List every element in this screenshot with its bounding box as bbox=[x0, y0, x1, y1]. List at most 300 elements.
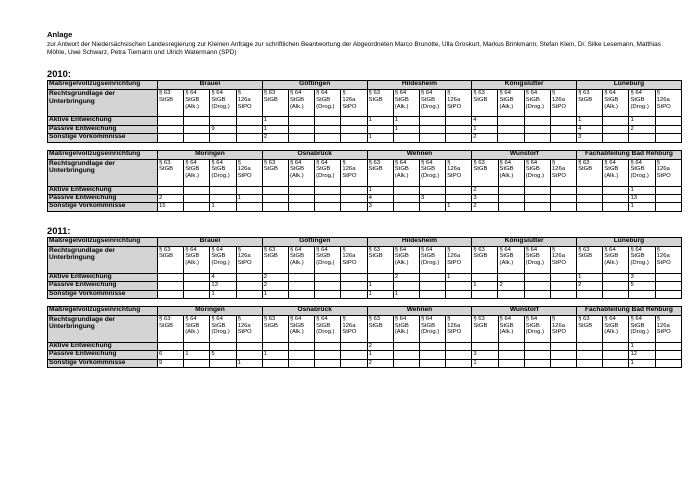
document-page bbox=[47, 30, 681, 368]
header-label: Maßregelvollzugseinrichtung bbox=[48, 81, 158, 90]
value-cell: 2 bbox=[158, 194, 184, 202]
row-label: Aktive Entweichung bbox=[48, 342, 158, 350]
value-cell bbox=[210, 194, 236, 202]
value-cell bbox=[158, 186, 184, 194]
value-cell bbox=[158, 117, 184, 125]
value-cell: 2 bbox=[367, 359, 393, 367]
table-row bbox=[48, 186, 682, 194]
law-cell: § 64 StGB (Alk.) bbox=[184, 159, 210, 186]
value-cell: 1 bbox=[629, 342, 655, 350]
header-label: Maßregelvollzugseinrichtung bbox=[48, 237, 158, 246]
value-cell bbox=[184, 282, 210, 290]
law-cell: § 64 StGB (Alk.) bbox=[498, 315, 524, 342]
law-cell: § 126a StPO bbox=[341, 246, 367, 273]
row-label: Aktive Entweichung bbox=[48, 273, 158, 281]
value-cell: 1 bbox=[629, 359, 655, 367]
value-cell bbox=[210, 117, 236, 125]
value-cell bbox=[524, 290, 550, 298]
value-cell bbox=[236, 125, 262, 133]
value-cell: 1 bbox=[367, 351, 393, 359]
facility-table bbox=[47, 237, 682, 299]
value-cell: 2 bbox=[472, 186, 498, 194]
value-cell bbox=[524, 342, 550, 350]
value-cell: 3 bbox=[629, 273, 655, 281]
value-cell bbox=[236, 290, 262, 298]
value-cell bbox=[262, 194, 288, 202]
facility-name: Wunstorf bbox=[472, 150, 577, 159]
value-cell bbox=[341, 273, 367, 281]
value-cell bbox=[184, 273, 210, 281]
law-cell: § 64 StGB (Alk.) bbox=[184, 315, 210, 342]
value-cell bbox=[550, 117, 576, 125]
value-cell bbox=[262, 342, 288, 350]
law-cell: § 63 StGB bbox=[262, 315, 288, 342]
value-cell bbox=[603, 290, 629, 298]
value-cell bbox=[341, 203, 367, 211]
value-cell bbox=[341, 342, 367, 350]
value-cell bbox=[603, 351, 629, 359]
value-cell bbox=[419, 273, 445, 281]
value-cell bbox=[341, 117, 367, 125]
table-row bbox=[48, 117, 682, 125]
value-cell bbox=[419, 125, 445, 133]
law-cell: § 126a StPO bbox=[655, 246, 681, 273]
value-cell: 9 bbox=[210, 125, 236, 133]
law-cell: § 63 StGB bbox=[158, 90, 184, 117]
value-cell bbox=[315, 290, 341, 298]
document-intro: zur Antwort der Niedersächsischen Landesregierung zur Kleinen Anfrage zur schriftlichen Beantwortung der Abgeordneten Marco Brunotte, Ulla Groskurt, Markus Brinkmann, Stefan Klein, Dr. Silke Lesemann, Matthias Möhle, Uwe Schwarz, Petra Tiemann und Ulrich Watermann (SPD) bbox=[47, 41, 661, 57]
value-cell bbox=[498, 203, 524, 211]
value-cell: 13 bbox=[210, 282, 236, 290]
law-cell: § 63 StGB bbox=[472, 315, 498, 342]
value-cell bbox=[419, 282, 445, 290]
facility-table bbox=[47, 80, 682, 142]
law-cell: § 126a StPO bbox=[341, 159, 367, 186]
law-cell: § 64 StGB (Alk.) bbox=[288, 315, 314, 342]
value-cell bbox=[341, 359, 367, 367]
value-cell: 1 bbox=[367, 282, 393, 290]
value-cell bbox=[393, 351, 419, 359]
law-row bbox=[48, 315, 682, 342]
value-cell bbox=[603, 125, 629, 133]
table-row bbox=[48, 134, 682, 142]
value-cell: 1 bbox=[629, 117, 655, 125]
value-cell bbox=[288, 342, 314, 350]
value-cell bbox=[315, 117, 341, 125]
value-cell bbox=[288, 134, 314, 142]
law-cell: § 63 StGB bbox=[367, 90, 393, 117]
value-cell bbox=[393, 186, 419, 194]
value-cell bbox=[524, 134, 550, 142]
law-row bbox=[48, 159, 682, 186]
law-cell: § 64 StGB (Drog.) bbox=[629, 90, 655, 117]
value-cell bbox=[184, 359, 210, 367]
value-cell bbox=[577, 351, 603, 359]
value-cell bbox=[158, 134, 184, 142]
value-cell: 2 bbox=[262, 134, 288, 142]
table-row bbox=[48, 282, 682, 290]
value-cell bbox=[288, 359, 314, 367]
value-cell bbox=[577, 194, 603, 202]
law-cell: § 64 StGB (Alk.) bbox=[393, 90, 419, 117]
law-cell: § 126a StPO bbox=[550, 315, 576, 342]
law-cell: § 64 StGB (Drog.) bbox=[524, 159, 550, 186]
law-cell: § 64 StGB (Drog.) bbox=[524, 246, 550, 273]
law-cell: § 63 StGB bbox=[577, 90, 603, 117]
value-cell bbox=[236, 186, 262, 194]
law-cell: § 64 StGB (Drog.) bbox=[629, 315, 655, 342]
value-cell bbox=[603, 273, 629, 281]
value-cell bbox=[446, 134, 472, 142]
law-cell: § 126a StPO bbox=[550, 246, 576, 273]
law-cell: § 64 StGB (Drog.) bbox=[210, 90, 236, 117]
value-cell bbox=[393, 359, 419, 367]
value-cell bbox=[603, 194, 629, 202]
value-cell bbox=[288, 351, 314, 359]
value-cell: 15 bbox=[158, 203, 184, 211]
value-cell bbox=[603, 186, 629, 194]
law-cell: § 63 StGB bbox=[262, 90, 288, 117]
value-cell: 5 bbox=[629, 282, 655, 290]
table-row bbox=[48, 194, 682, 202]
value-cell bbox=[184, 290, 210, 298]
facility-name: Brauel bbox=[158, 81, 263, 90]
law-cell: § 63 StGB bbox=[472, 159, 498, 186]
value-cell bbox=[655, 342, 681, 350]
value-cell: 2 bbox=[262, 282, 288, 290]
value-cell bbox=[655, 125, 681, 133]
value-cell bbox=[341, 290, 367, 298]
value-cell bbox=[603, 282, 629, 290]
law-cell: § 64 StGB (Alk.) bbox=[184, 90, 210, 117]
value-cell: 1 bbox=[210, 203, 236, 211]
value-cell bbox=[446, 117, 472, 125]
value-cell bbox=[472, 290, 498, 298]
value-cell: 2 bbox=[472, 134, 498, 142]
row-label: Passive Entweichung bbox=[48, 194, 158, 202]
value-cell bbox=[184, 117, 210, 125]
value-cell: 1 bbox=[210, 290, 236, 298]
facility-name: Osnabrück bbox=[262, 306, 367, 315]
value-cell bbox=[419, 342, 445, 350]
value-cell bbox=[498, 125, 524, 133]
law-label: Rechtsgrundlage der Unterbringung bbox=[48, 246, 158, 273]
law-cell: § 64 StGB (Drog.) bbox=[315, 159, 341, 186]
value-cell bbox=[524, 194, 550, 202]
value-cell bbox=[236, 273, 262, 281]
value-cell bbox=[419, 203, 445, 211]
value-cell bbox=[158, 290, 184, 298]
document-title: Anlage bbox=[47, 30, 73, 39]
law-cell: § 64 StGB (Alk.) bbox=[603, 90, 629, 117]
value-cell bbox=[577, 359, 603, 367]
value-cell bbox=[184, 134, 210, 142]
value-cell bbox=[603, 117, 629, 125]
facility-name: Fachabteilung Bad Rehburg bbox=[577, 150, 682, 159]
table-row bbox=[48, 342, 682, 350]
law-cell: § 64 StGB (Drog.) bbox=[419, 90, 445, 117]
value-cell bbox=[419, 117, 445, 125]
value-cell bbox=[262, 203, 288, 211]
header-label: Maßregelvollzugseinrichtung bbox=[48, 150, 158, 159]
table-row bbox=[48, 125, 682, 133]
table-spacer bbox=[47, 299, 681, 306]
value-cell: 1 bbox=[262, 125, 288, 133]
value-cell: 2 bbox=[262, 273, 288, 281]
value-cell: 3 bbox=[419, 194, 445, 202]
value-cell: 1 bbox=[236, 194, 262, 202]
facility-name: Brauel bbox=[158, 237, 263, 246]
law-cell: § 126a StPO bbox=[655, 90, 681, 117]
value-cell bbox=[655, 203, 681, 211]
value-cell bbox=[472, 342, 498, 350]
value-cell: 5 bbox=[210, 351, 236, 359]
value-cell bbox=[158, 273, 184, 281]
value-cell bbox=[315, 134, 341, 142]
value-cell bbox=[315, 342, 341, 350]
value-cell bbox=[446, 194, 472, 202]
law-row bbox=[48, 246, 682, 273]
value-cell bbox=[315, 203, 341, 211]
law-cell: § 64 StGB (Drog.) bbox=[419, 246, 445, 273]
law-cell: § 63 StGB bbox=[472, 246, 498, 273]
facility-name: Göttingen bbox=[262, 81, 367, 90]
value-cell bbox=[184, 194, 210, 202]
value-cell bbox=[550, 134, 576, 142]
value-cell: 1 bbox=[262, 351, 288, 359]
value-cell: 3 bbox=[472, 194, 498, 202]
value-cell bbox=[498, 134, 524, 142]
facility-name: Wunstorf bbox=[472, 306, 577, 315]
value-cell bbox=[550, 351, 576, 359]
value-cell bbox=[419, 186, 445, 194]
law-cell: § 63 StGB bbox=[158, 159, 184, 186]
value-cell: 4 bbox=[210, 273, 236, 281]
value-cell bbox=[393, 203, 419, 211]
value-cell bbox=[446, 351, 472, 359]
table-row bbox=[48, 273, 682, 281]
value-cell bbox=[288, 282, 314, 290]
value-cell bbox=[655, 290, 681, 298]
value-cell: 1 bbox=[367, 117, 393, 125]
law-cell: § 126a StPO bbox=[236, 315, 262, 342]
law-cell: § 64 StGB (Drog.) bbox=[419, 315, 445, 342]
facility-name: Wehnen bbox=[367, 306, 472, 315]
value-cell: 1 bbox=[629, 186, 655, 194]
value-cell: 1 bbox=[446, 273, 472, 281]
law-cell: § 126a StPO bbox=[655, 159, 681, 186]
law-cell: § 64 StGB (Alk.) bbox=[498, 246, 524, 273]
value-cell: 9 bbox=[158, 359, 184, 367]
value-cell bbox=[367, 273, 393, 281]
row-label: Sonstige Vorkommnisse bbox=[48, 134, 158, 142]
value-cell bbox=[288, 203, 314, 211]
law-cell: § 63 StGB bbox=[158, 315, 184, 342]
value-cell: 1 bbox=[393, 125, 419, 133]
value-cell bbox=[315, 194, 341, 202]
value-cell: 2 bbox=[393, 273, 419, 281]
facility-name: Hildesheim bbox=[367, 81, 472, 90]
value-cell: 1 bbox=[577, 273, 603, 281]
value-cell: 1 bbox=[262, 290, 288, 298]
facility-name: Königslutter bbox=[472, 237, 577, 246]
value-cell bbox=[577, 186, 603, 194]
value-cell bbox=[655, 273, 681, 281]
value-cell bbox=[288, 273, 314, 281]
law-cell: § 63 StGB bbox=[367, 246, 393, 273]
value-cell bbox=[236, 203, 262, 211]
law-cell: § 64 StGB (Alk.) bbox=[603, 315, 629, 342]
value-cell: 1 bbox=[367, 134, 393, 142]
value-cell bbox=[184, 125, 210, 133]
law-cell: § 64 StGB (Alk.) bbox=[603, 246, 629, 273]
law-cell: § 64 StGB (Drog.) bbox=[315, 315, 341, 342]
facility-name: Lüneburg bbox=[577, 237, 682, 246]
value-cell: 1 bbox=[472, 359, 498, 367]
law-cell: § 64 StGB (Drog.) bbox=[524, 90, 550, 117]
law-cell: § 63 StGB bbox=[367, 315, 393, 342]
header-label: Maßregelvollzugseinrichtung bbox=[48, 306, 158, 315]
facility-table bbox=[47, 306, 682, 368]
facility-header-row bbox=[48, 81, 682, 90]
value-cell bbox=[577, 290, 603, 298]
facility-table bbox=[47, 150, 682, 212]
row-label: Passive Entweichung bbox=[48, 125, 158, 133]
value-cell bbox=[184, 186, 210, 194]
value-cell bbox=[236, 134, 262, 142]
law-cell: § 64 StGB (Drog.) bbox=[315, 90, 341, 117]
value-cell bbox=[367, 125, 393, 133]
law-cell: § 64 StGB (Drog.) bbox=[629, 159, 655, 186]
law-cell: § 126a StPO bbox=[446, 246, 472, 273]
value-cell bbox=[524, 351, 550, 359]
value-cell bbox=[210, 186, 236, 194]
facility-header-row bbox=[48, 150, 682, 159]
value-cell bbox=[236, 282, 262, 290]
value-cell bbox=[655, 194, 681, 202]
law-cell: § 64 StGB (Drog.) bbox=[419, 159, 445, 186]
value-cell bbox=[629, 290, 655, 298]
law-cell: § 64 StGB (Alk.) bbox=[393, 246, 419, 273]
value-cell: 4 bbox=[577, 125, 603, 133]
value-cell: 1 bbox=[367, 290, 393, 298]
value-cell bbox=[524, 117, 550, 125]
value-cell bbox=[550, 290, 576, 298]
value-cell bbox=[498, 359, 524, 367]
value-cell bbox=[577, 203, 603, 211]
value-cell bbox=[184, 342, 210, 350]
value-cell bbox=[603, 359, 629, 367]
value-cell bbox=[629, 134, 655, 142]
value-cell bbox=[341, 134, 367, 142]
value-cell bbox=[315, 359, 341, 367]
law-cell: § 126a StPO bbox=[236, 90, 262, 117]
value-cell bbox=[158, 125, 184, 133]
value-cell bbox=[341, 351, 367, 359]
law-cell: § 126a StPO bbox=[236, 246, 262, 273]
value-cell bbox=[550, 186, 576, 194]
value-cell: 1 bbox=[393, 117, 419, 125]
value-cell bbox=[550, 125, 576, 133]
value-cell: 1 bbox=[472, 125, 498, 133]
value-cell bbox=[236, 342, 262, 350]
value-cell bbox=[655, 282, 681, 290]
value-cell bbox=[446, 282, 472, 290]
value-cell bbox=[524, 282, 550, 290]
row-label: Sonstige Vorkommnisse bbox=[48, 359, 158, 367]
value-cell: 1 bbox=[472, 282, 498, 290]
value-cell: 13 bbox=[629, 194, 655, 202]
facility-header-row bbox=[48, 237, 682, 246]
value-cell bbox=[655, 351, 681, 359]
law-cell: § 64 StGB (Alk.) bbox=[498, 159, 524, 186]
table-row bbox=[48, 203, 682, 211]
facility-name: Lüneburg bbox=[577, 81, 682, 90]
law-cell: § 63 StGB bbox=[367, 159, 393, 186]
law-cell: § 64 StGB (Alk.) bbox=[288, 90, 314, 117]
value-cell bbox=[393, 134, 419, 142]
law-cell: § 64 StGB (Drog.) bbox=[315, 246, 341, 273]
value-cell: 1 bbox=[393, 290, 419, 298]
law-cell: § 64 StGB (Alk.) bbox=[393, 159, 419, 186]
value-cell bbox=[655, 359, 681, 367]
law-cell: § 64 StGB (Drog.) bbox=[524, 315, 550, 342]
value-cell bbox=[524, 186, 550, 194]
value-cell bbox=[603, 134, 629, 142]
value-cell: 2 bbox=[472, 203, 498, 211]
value-cell bbox=[498, 351, 524, 359]
law-cell: § 64 StGB (Drog.) bbox=[210, 315, 236, 342]
value-cell bbox=[315, 186, 341, 194]
law-cell: § 63 StGB bbox=[262, 246, 288, 273]
value-cell bbox=[288, 125, 314, 133]
facility-name: Königslutter bbox=[472, 81, 577, 90]
law-cell: § 64 StGB (Drog.) bbox=[210, 246, 236, 273]
value-cell bbox=[393, 282, 419, 290]
value-cell: 4 bbox=[472, 117, 498, 125]
value-cell bbox=[262, 186, 288, 194]
law-cell: § 126a StPO bbox=[550, 159, 576, 186]
value-cell bbox=[315, 125, 341, 133]
law-cell: § 126a StPO bbox=[550, 90, 576, 117]
value-cell: 1 bbox=[236, 359, 262, 367]
value-cell: 1 bbox=[629, 203, 655, 211]
value-cell bbox=[236, 117, 262, 125]
value-cell: 4 bbox=[367, 194, 393, 202]
facility-name: Moringen bbox=[158, 150, 263, 159]
law-cell: § 63 StGB bbox=[577, 315, 603, 342]
value-cell: 1 bbox=[184, 351, 210, 359]
row-label: Passive Entweichung bbox=[48, 351, 158, 359]
value-cell bbox=[288, 186, 314, 194]
value-cell bbox=[655, 186, 681, 194]
table-row bbox=[48, 351, 682, 359]
value-cell bbox=[184, 203, 210, 211]
value-cell: 2 bbox=[498, 282, 524, 290]
law-cell: § 126a StPO bbox=[446, 90, 472, 117]
value-cell bbox=[498, 290, 524, 298]
value-cell bbox=[603, 203, 629, 211]
value-cell: 1 bbox=[367, 186, 393, 194]
table-row bbox=[48, 359, 682, 367]
value-cell bbox=[524, 359, 550, 367]
value-cell bbox=[341, 186, 367, 194]
value-cell: 1 bbox=[262, 117, 288, 125]
table-row bbox=[48, 290, 682, 298]
value-cell bbox=[550, 342, 576, 350]
value-cell bbox=[341, 194, 367, 202]
law-cell: § 126a StPO bbox=[655, 315, 681, 342]
